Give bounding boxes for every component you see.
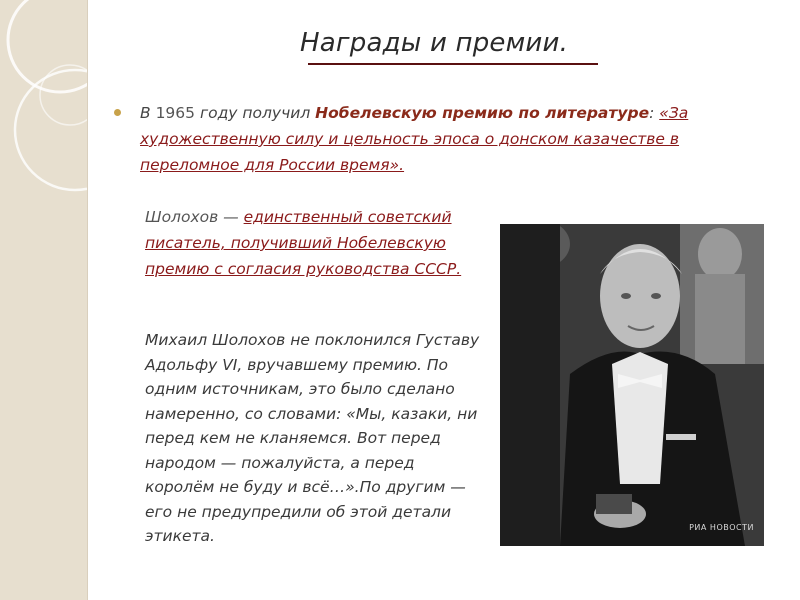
bullet-mid: году получил — [195, 104, 316, 122]
sholokhov-note — [145, 204, 475, 282]
title-underline — [308, 63, 598, 65]
nobel-bullet — [114, 100, 744, 178]
decorative-circles — [0, 0, 88, 600]
bullet-colon: : — [649, 104, 660, 122]
photo-illustration — [500, 224, 764, 546]
note-lead: Шолохов — — [145, 208, 244, 226]
king-story-text: Михаил Шолохов не поклонился Густаву Адольфу VI, вручавшему премию. По одним источникам, это было сделано намеренно, со словами: «Мы, казаки, ни перед кем не кланяемся. Вот перед народом — пожалуйста, а перед королём не буду и всё…».По другим — его не предупредили об этой детали этикета. — [145, 331, 480, 545]
nobel-prize-text: Нобелевскую премию по литературе — [315, 104, 650, 122]
note-link[interactable]: единственный советский писатель, получивший Нобелевскую премию с согласия руководства СССР. — [145, 208, 462, 278]
bullet-text — [114, 100, 744, 178]
bullet-dot-icon — [114, 109, 121, 116]
photo-watermark: РИА НОВОСТИ — [689, 523, 754, 532]
year-text: 1965 — [155, 104, 196, 122]
decorative-side-panel — [0, 0, 88, 600]
sholokhov-photo — [500, 224, 764, 546]
slide-title: Награды и премии. — [300, 28, 569, 58]
nobel-quote-link[interactable]: «За художественную силу и цельность эпоса о донском казачестве в переломное для России время». — [140, 104, 689, 174]
bullet-prefix: В — [140, 104, 156, 122]
